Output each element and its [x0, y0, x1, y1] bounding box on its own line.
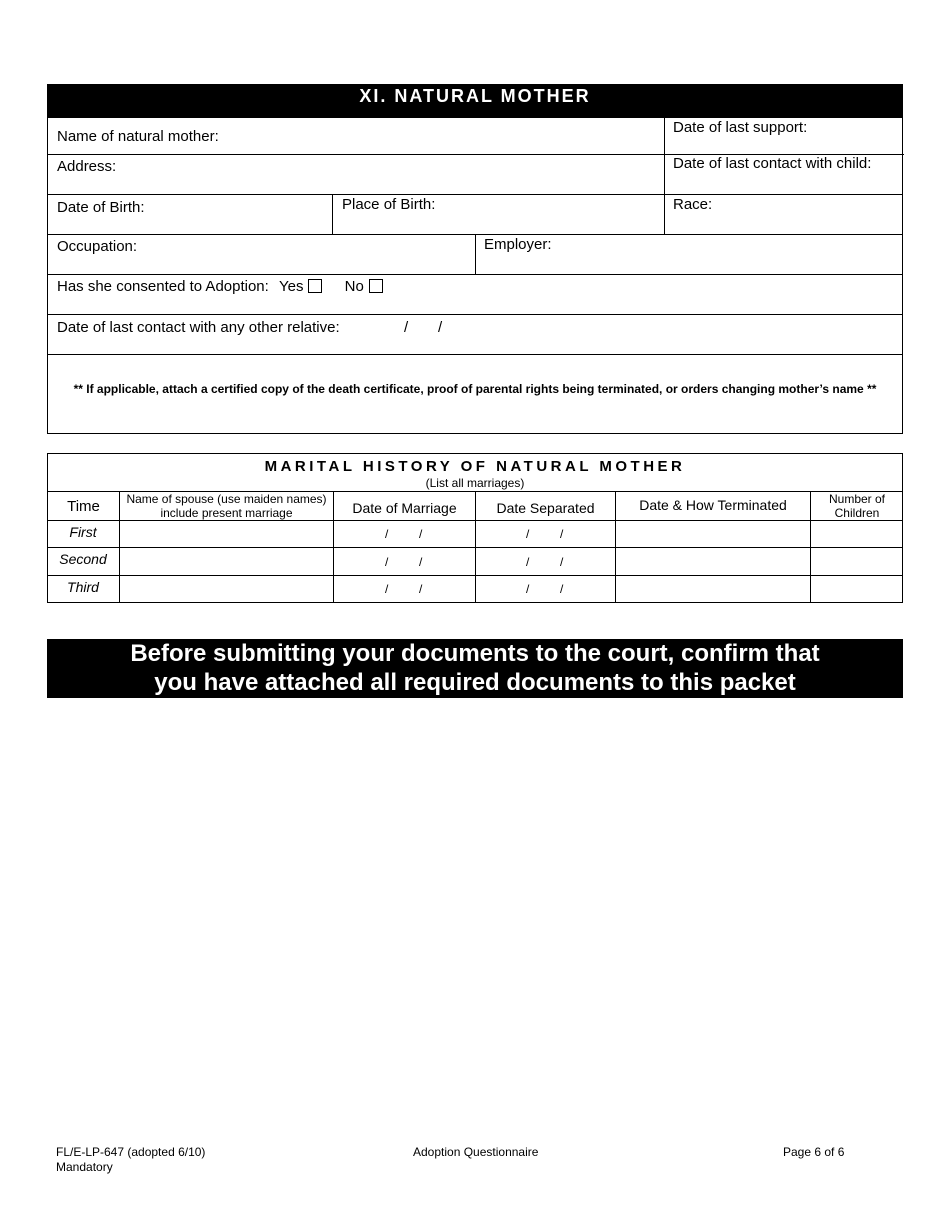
last-contact-relative-field[interactable]: Date of last contact with any other relative: [57, 319, 340, 336]
address-field[interactable]: Address: [57, 158, 117, 175]
section-title: XI. NATURAL MOTHER [48, 85, 902, 118]
divider [48, 314, 902, 315]
date-slash: / [385, 555, 389, 569]
date-slash: / [419, 555, 423, 569]
last-contact-child-field[interactable]: Date of last contact with child: [673, 155, 872, 172]
pob-field[interactable]: Place of Birth: [342, 196, 436, 213]
no-checkbox[interactable] [369, 279, 383, 293]
date-slash: / [419, 527, 423, 541]
race-field[interactable]: Race: [673, 196, 713, 213]
dob-field[interactable]: Date of Birth: [57, 199, 145, 216]
date-slash: / [385, 582, 389, 596]
employer-field[interactable]: Employer: [484, 236, 552, 253]
form-id: FL/E-LP-647 (adopted 6/10) [56, 1145, 206, 1159]
date-slash: / [419, 582, 423, 596]
date-slash: / [438, 319, 443, 336]
banner-line-2: you have attached all required documents to this packet [154, 669, 796, 696]
col-terminated: Date & How Terminated [639, 497, 787, 513]
banner-line-1: Before submitting your documents to the court, confirm that [130, 640, 820, 667]
divider [48, 154, 664, 155]
attachment-note: ** If applicable, attach a certified copy of the death certificate, proof of parental rights being terminated, or orders changing mother’s name ** [73, 382, 877, 396]
date-slash: / [385, 527, 389, 541]
col-children: Number of Children [828, 491, 886, 520]
col-time: Time [67, 497, 100, 515]
table-title: MARITAL HISTORY OF NATURAL MOTHER [264, 458, 686, 475]
divider [48, 354, 902, 355]
col-date-marriage: Date of Marriage [352, 500, 457, 516]
col-date-separated: Date Separated [496, 500, 595, 516]
last-support-field[interactable]: Date of last support: [673, 119, 808, 136]
yes-checkbox[interactable] [308, 279, 322, 293]
date-slash: / [526, 527, 530, 541]
date-slash: / [404, 319, 409, 336]
table-subtitle: (List all marriages) [425, 476, 525, 490]
divider [475, 234, 476, 274]
consent-label: Has she consented to Adoption: [57, 278, 269, 295]
col-spouse: Name of spouse (use maiden names) include present marriage [126, 491, 327, 520]
mandatory-label: Mandatory [56, 1160, 113, 1174]
divider [48, 274, 902, 275]
date-slash: / [560, 582, 564, 596]
date-slash: / [560, 555, 564, 569]
natural-mother-section [47, 84, 903, 434]
submission-banner [47, 639, 903, 698]
row-second-label: Second [59, 551, 107, 567]
date-slash: / [526, 555, 530, 569]
row-third-label: Third [67, 579, 99, 595]
name-field[interactable]: Name of natural mother: [57, 128, 219, 145]
yes-label: Yes [279, 278, 304, 295]
divider [48, 194, 902, 195]
divider [664, 118, 665, 234]
divider [332, 194, 333, 234]
date-slash: / [526, 582, 530, 596]
occupation-field[interactable]: Occupation: [57, 238, 138, 255]
date-slash: / [560, 527, 564, 541]
no-label: No [344, 278, 364, 295]
consent-row [57, 278, 383, 295]
marital-history-table [47, 453, 903, 603]
page-number: Page 6 of 6 [783, 1145, 845, 1159]
form-title: Adoption Questionnaire [413, 1145, 539, 1159]
row-first-label: First [69, 524, 97, 540]
